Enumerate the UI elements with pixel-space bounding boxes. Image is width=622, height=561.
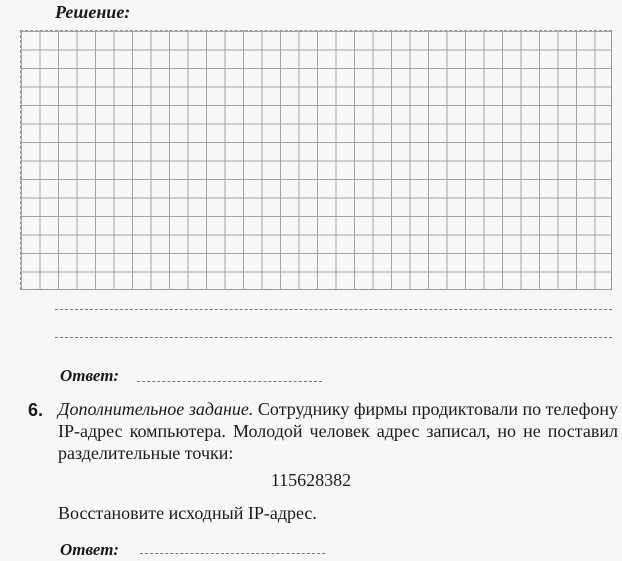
task-body: Сотруднику фирмы продиктовали по телефону IP-адрес компьютера. Молодой человек адрес записал, но не поставил разделительные точки: <box>58 399 619 463</box>
solution-line-2[interactable] <box>55 337 612 338</box>
task-lead: Дополнительное задание. <box>58 399 254 419</box>
task-text <box>58 398 618 464</box>
answer-field-2[interactable] <box>140 553 325 554</box>
task-instruction: Восстановите исходный IP-адрес. <box>58 503 317 523</box>
answer-field-1[interactable] <box>137 381 322 382</box>
task-number: 6. <box>28 400 44 420</box>
solution-heading: Решение: <box>55 2 131 22</box>
answer-label-2: Ответ: <box>60 540 120 559</box>
ip-digits: 115628382 <box>270 470 352 490</box>
answer-label-1: Ответ: <box>60 366 120 385</box>
solution-line-1[interactable] <box>55 309 612 310</box>
solution-grid[interactable] <box>20 30 612 290</box>
